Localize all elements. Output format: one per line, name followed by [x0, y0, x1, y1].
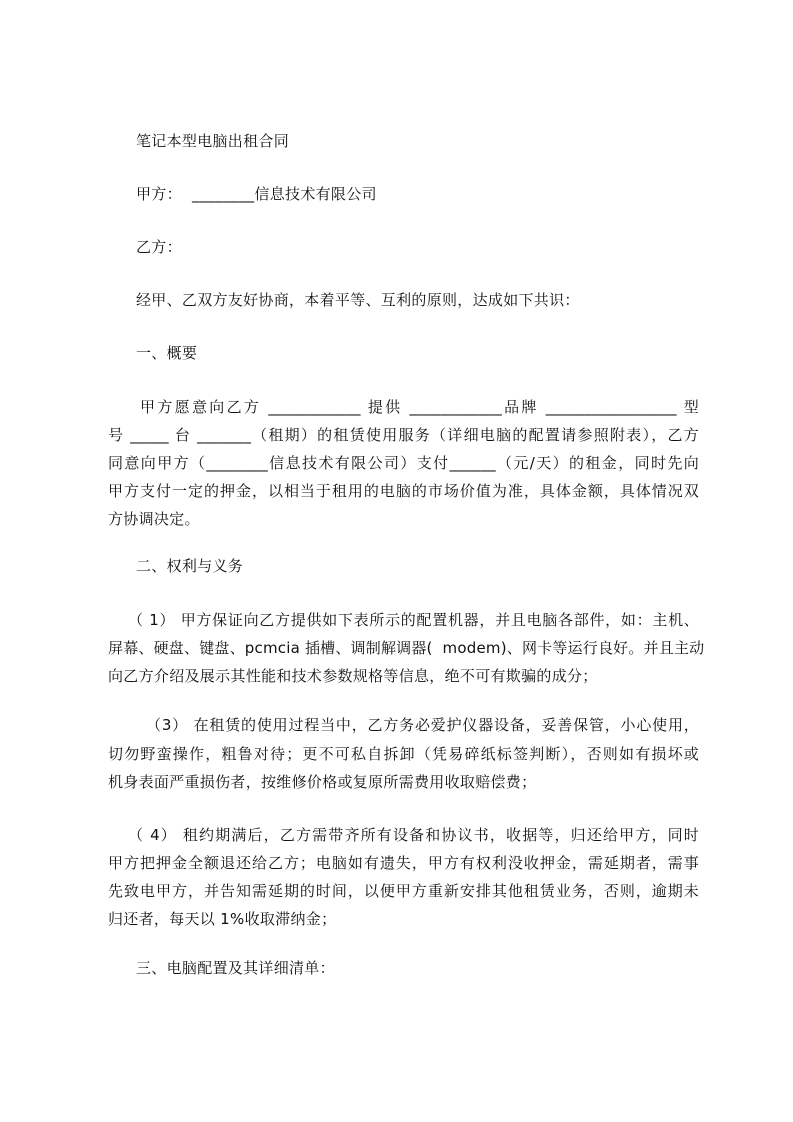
clause3-line-3: 机身表面严重损伤者，按维修价格或复原所需费用收取赔偿费； [108, 773, 537, 791]
section1-line-5: 方协调决定。 [108, 510, 200, 528]
clause4-line-4: 归还者，每天以 1%收取滞纳金； [108, 910, 337, 928]
clause3-line-2: 切勿野蛮操作，粗鲁对待；更不可私自拆卸（凭易碎纸标签判断），否则如有损坏或 [108, 745, 699, 763]
section1-line-1: 甲方愿意向乙方 ____________ 提供 ____________品牌 _________________ 型 [140, 398, 699, 416]
party-b: 乙方： [136, 238, 182, 256]
clause1-line-1: （ 1） 甲方保证向乙方提供如下表所示的配置机器，并且电脑各部件，如：主机、 [128, 611, 699, 629]
clause4-line-3: 先致电甲方，并告知需延期的时间，以便甲方重新安排其他租赁业务，否则，逾期未 [108, 882, 699, 900]
section1-line-3: 同意向甲方（________信息技术有限公司）支付______（元/天）的租金，同时先向 [108, 454, 699, 472]
clause3-line-1: （3） 在租赁的使用过程当中，乙方务必爱护仪器设备，妥善保管，小心使用， [146, 716, 699, 734]
section1-heading: 一、概要 [136, 344, 198, 362]
section1-line-2: 号 _____ 台 _______（租期）的租赁使用服务（详细电脑的配置请参照附表），乙方 [108, 426, 699, 444]
clause1-line-3: 向乙方介绍及展示其性能和技术参数规格等信息，绝不可有欺骗的成分； [108, 667, 598, 685]
party-a: 甲方： ________信息技术有限公司 [136, 185, 377, 203]
section3-heading: 三、电脑配置及其详细清单： [136, 959, 335, 977]
clause4-line-1: （ 4） 租约期满后，乙方需带齐所有设备和协议书，收据等，归还给甲方，同时 [128, 826, 699, 844]
clause1-line-2: 屏幕、硬盘、键盘、pcmcia 插槽、调制解调器( modem)、网卡等运行良好。并且主动 [108, 639, 705, 657]
document-title: 笔记本型电脑出租合同 [136, 132, 290, 150]
section2-heading: 二、权利与义务 [136, 557, 244, 575]
clause4-line-2: 甲方把押金全额退还给乙方；电脑如有遗失，甲方有权利没收押金，需延期者，需事 [108, 854, 699, 872]
section1-line-4: 甲方支付一定的押金，以相当于租用的电脑的市场价值为准，具体金额，具体情况双 [108, 482, 699, 500]
preamble: 经甲、乙双方友好协商，本着平等、互利的原则，达成如下共识： [136, 291, 580, 309]
